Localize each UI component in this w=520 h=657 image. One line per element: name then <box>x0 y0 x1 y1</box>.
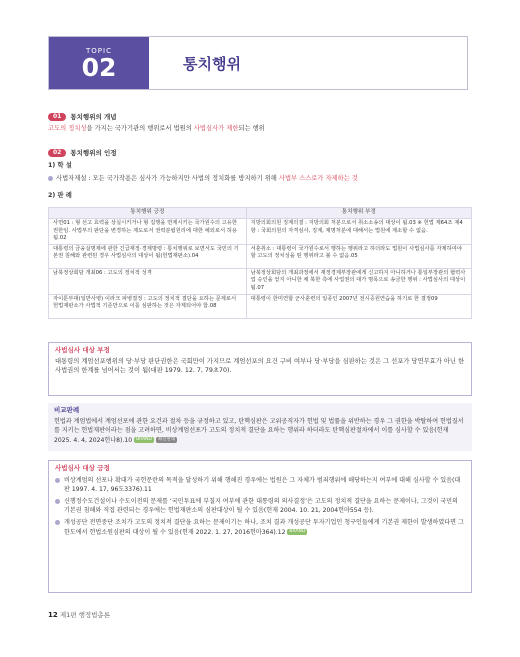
theory-heading: 1) 학 설 <box>48 162 72 169</box>
list-item <box>55 518 465 537</box>
table-cell: 대통령의 금융실명제에 관한 긴급재정·경제명령 : 통치행위로 보면서도 국민의 기본권 침해와 관련된 경우 사법심사의 대상이 됨(헌법재판소).04 <box>49 244 247 268</box>
definition-text: 을 가지는 국가기관의 행위로서 법원의 <box>86 125 194 132</box>
topic-header <box>48 36 468 90</box>
topic-label: TOPIC <box>86 46 112 55</box>
box-title: 사법심사 대상 부정 <box>55 346 110 354</box>
review-denied-box <box>48 342 472 396</box>
table-header-deny: 통치행위 부정 <box>246 208 471 219</box>
precedents-heading: 2) 판 례 <box>48 192 72 199</box>
list-item-text: 신행정수도건설이나 수도이전의 문제를 ‘국민투표에 부칠지 여부에 관한 대통령의 의사결정’은 고도의 정치적 결단을 요하는 문제이나, 그것이 국민의 기본권 침해와 직접 관련되는 경우에는 헌법재판소의 심판대상이 될 수 있음(헌재 2004. 10. 21, 2004헌마554 등). <box>64 497 458 515</box>
brand-tag: BRAND <box>289 528 306 534</box>
topic-badge <box>49 37 149 89</box>
list-item <box>55 476 465 495</box>
section-number-badge: 01 <box>48 113 66 121</box>
table-cell: 서훈취소 : 대통령이 국가원수로서 행하는 행위라고 하더라도 법원이 사법심사를 자제하여야 할 고도의 정치성을 띤 행위라고 볼 수 없음.05 <box>246 244 471 268</box>
theory-body: 사법자제설 : 모든 국가작용은 심사가 가능하지만 사법의 정치화를 방지하기 위해 <box>56 175 279 182</box>
table-cell: 지방의회의원 징계의결 : 지방의회 처분으로서 취소소송의 대상이 됨.03 ※ 헌법 제64조 제4항 : 국회의원의 자격심사, 징계, 제명처분에 대해서는 법원에 제소할 수 없음. <box>246 219 471 245</box>
section-recognition-heading <box>48 148 117 157</box>
table-row <box>49 244 472 268</box>
table-cell: 사면01 : 형 선고 효력을 상실시키거나 형 집행을 면제시키는 국가원수의 고유한 권한임. 사법부의 판단을 변경하는 제도로서 권력분립원리에 대한 예외로서 허용됨.02 <box>49 219 247 245</box>
table-row <box>49 219 472 245</box>
precedent-table <box>48 207 472 319</box>
highlight-review-limit: 사법심사가 제한 <box>193 125 239 132</box>
page-footer <box>48 610 110 619</box>
highlight-political: 고도의 정치성 <box>48 125 87 132</box>
theory-text <box>48 174 358 183</box>
bullet-icon <box>55 478 60 483</box>
footer-text: 제1편 행정법총론 <box>59 611 110 619</box>
list-item-text: 비상계엄의 선포나 확대가 국헌문란의 목적을 달성하기 위해 행해진 경우에는 법원은 그 자체가 범죄행위에 해당하는지 여부에 대해 심사할 수 있음(대판 1997. 4. 17, 96도3376).11 <box>64 476 461 494</box>
box-text: 대통령의 계엄선포행위의 당·부당 판단권한은 국회만이 가지므로 계엄선포의 요건 구비 여부나 당·부당을 심판하는 것은 그 선포가 당연무효가 아닌 한 사법권의 한계를 넘어서는 것이 됨(대판 1979. 12. 7, 79초70). <box>55 357 465 374</box>
concept-definition <box>48 124 265 133</box>
bullet-icon <box>55 499 60 504</box>
section-title: 통치행위의 개념 <box>70 113 117 121</box>
latest-case-tag: 최신판례 <box>157 436 176 442</box>
page-title: 통치행위 <box>183 54 241 73</box>
table-cell: 남북정상회담의 개최과정에서 재정경제부장관에게 신고하지 아니하거나 통일부장관의 협력사업 승인을 얻지 아니한 채 북한 측에 사업권의 대가 명목으로 송금한 행위 : 사법심사의 대상이 됨.07 <box>246 268 471 294</box>
bullet-icon <box>55 520 60 525</box>
table-row <box>49 294 472 318</box>
section-concept-heading <box>48 112 117 121</box>
definition-text-end: 되는 행위 <box>238 125 265 132</box>
list-item-text: 개성공단 전면중단 조치가 고도의 정치적 결단을 요하는 문제이기는 하나, 조치 결과 개성공단 투자기업인 청구인들에게 기본권 제한이 발생하였다면 그 한도에서 헌법소원심판의 대상이 될 수 있음(헌재 2022. 1. 27, 2016헌마364).12 <box>64 518 464 536</box>
box-title: 사법심사 대상 긍정 <box>55 464 110 472</box>
box-title: 비교판례 <box>54 406 80 414</box>
comparison-case-box <box>48 403 472 451</box>
section-number-badge: 02 <box>48 149 66 157</box>
box-text: 헌법과 계엄법에서 계엄선포에 관한 요건과 절차 등을 규정하고 있고, 탄핵심판은 고위공직자가 헌법 및 법률을 위반하는 경우 그 권한을 박탈하여 헌법질서를 지키는 헌법재판이라는 점을 고려하면, 비상계엄선포가 고도의 정치적 결단을 요하는 행위라 하더라도 탄핵심판절차에서 이를 심사할 수 있음(헌재 2025. 4. 4, 2024헌나8).10 <box>54 417 464 444</box>
table-cell: 자이툰부대(일반사병) 이라크 파병결정 : 고도의 정치적 결단을 요하는 문제로서 헌법재판소가 사법적 기준만으로 이를 심판하는 것은 자제되어야 함.08 <box>49 294 247 318</box>
section-title: 통치행위의 인정 <box>70 149 117 157</box>
brand-tag: BRAND <box>136 436 153 442</box>
theory-highlight: 사법부 스스로가 자제하는 것 <box>278 175 358 182</box>
table-header-affirm: 통치행위 긍정 <box>49 208 247 219</box>
bullet-icon <box>48 176 53 181</box>
list-item <box>55 497 465 516</box>
review-affirmed-box <box>48 460 472 593</box>
box-text-wrap <box>54 417 466 446</box>
topic-number: 02 <box>81 52 117 82</box>
table-header-row <box>49 208 472 219</box>
page-number: 12 <box>48 611 58 619</box>
table-row <box>49 268 472 294</box>
table-cell: 남북정상회담 개최06 : 고도의 정치적 성격 <box>49 268 247 294</box>
table-cell: 대통령이 한미연합 군사훈련의 일종인 2007년 전시증원연습을 하기로 한 결정09 <box>246 294 471 318</box>
